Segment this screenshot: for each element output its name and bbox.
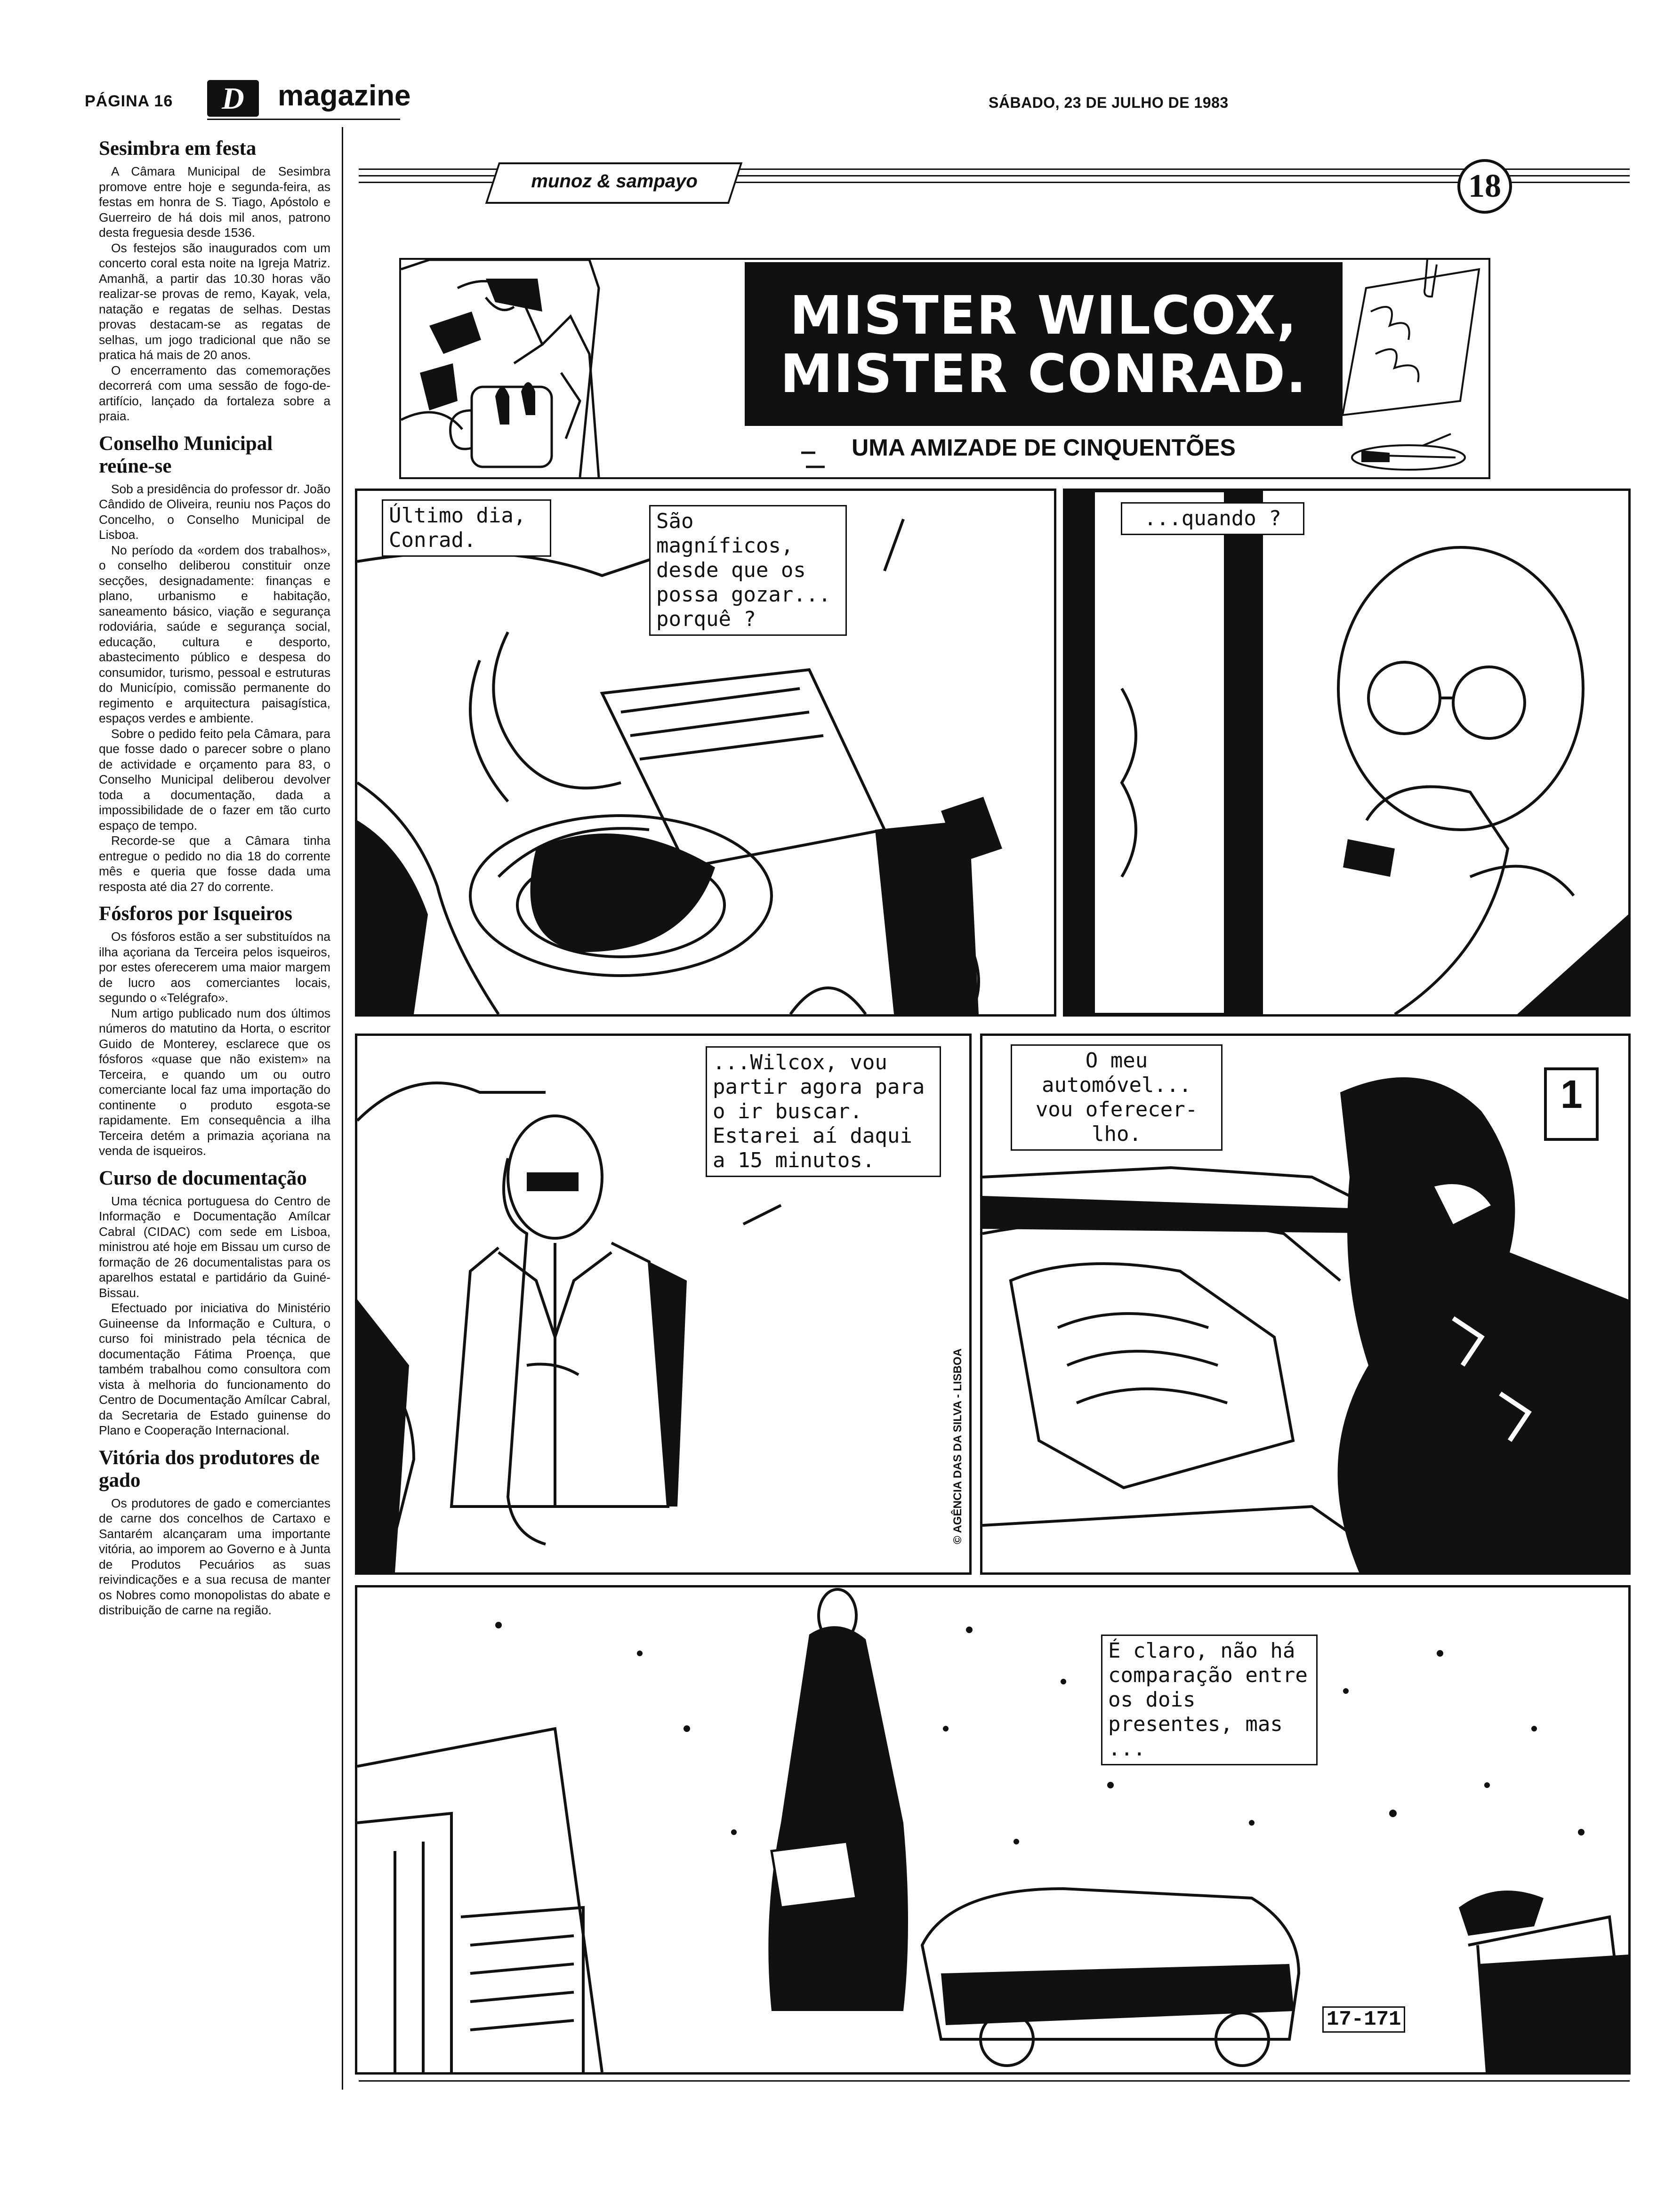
article-paragraph: Uma técnica portuguesa do Centro de Informação e Documentação Amílcar Cabral (CIDAC) com sede em Lisboa, ministrou até hoje em Bissau um curso de formação de 26 documentalistas para os aparelhos estatal e partidário da Guiné-Bissau. — [99, 1194, 330, 1300]
title-banner — [399, 258, 1490, 479]
speech-balloon: São magníficos, desde que os possa gozar... porquê ? — [649, 505, 847, 636]
article-title: Fósforos por Isqueiros — [99, 903, 292, 925]
article-paragraph: Efectuado por iniciativa do Ministério Guineense da Informação e Cultura, o curso foi ministrado pela técnica de documentação Fátima Proença, que também trabalhou como consultora com vista à melhoria do funcionamento do Centro de Documentação Amílcar Cabral, da Secretaria de Estado guinense do Plano e Cooperação Internacional. — [99, 1301, 330, 1437]
author-tag-label: munoz & sampayo — [531, 171, 698, 192]
speech-balloon: ...quando ? — [1121, 502, 1304, 535]
article-paragraph: A Câmara Municipal de Sesimbra promove entre hoje e segunda-feira, as festas em honra de S. Tiago, Apóstolo e Guerreiro de há dois mil anos, patrono desta freguesia desde 1536. — [99, 164, 330, 240]
article-title: Sesimbra em festa — [99, 137, 257, 160]
section-title: magazine — [278, 80, 411, 112]
article-paragraph: Num artigo publicado num dos últimos números do matutino da Horta, o escritor Guido de Monterey, esclarece que os fósforos «quase que não existem» na Terceira, e quando um ou outro comerciante local faz uma importação do continente o produto esgota-se rapidamente. Em consequência a ilha Terceira detém a primazia açoriana na venda de isqueiros. — [99, 1006, 330, 1158]
comic-panel-2 — [1063, 489, 1631, 1017]
speech-balloon: O meu automóvel... vou oferecer-lho. — [1011, 1044, 1223, 1151]
article-title: Conselho Municipal reúne-se — [99, 432, 273, 477]
street-sign-number: 1 — [1560, 1072, 1583, 1116]
panel-art — [1065, 491, 1628, 1014]
page-number: PÁGINA 16 — [85, 92, 173, 110]
licence-plate: 17-171 — [1322, 2006, 1405, 2033]
episode-number — [1457, 159, 1512, 214]
comic-panel-4 — [980, 1034, 1631, 1575]
panel-art — [357, 1587, 1628, 2072]
speech-balloon: Último dia, Conrad. — [382, 499, 551, 557]
strip-title — [745, 287, 1343, 403]
news-column — [99, 137, 330, 1618]
header-rule — [207, 119, 400, 120]
comic-panel-3 — [355, 1034, 972, 1575]
bottom-rule — [359, 2080, 1630, 2082]
copyright-credit: © AGÊNCIA DAS DA SILVA - LISBOA — [951, 1348, 964, 1544]
speech-balloon: É claro, não há comparação entre os dois presentes, mas ... — [1101, 1635, 1318, 1765]
article-title: Curso de documentação — [99, 1167, 307, 1189]
episode-number-label: 18 — [1468, 168, 1501, 204]
article-paragraph: Os produtores de gado e comerciantes de carne dos concelhos de Cartaxo e Santarém alcançaram uma importante vitória, ao imporem ao Governo e à Junta de Produtos Pecuários as suas reivindicações e a sua recusa de manter os Nobres como monopolistas do abate e distribuição de carne na região. — [99, 1496, 330, 1617]
comic-panel-1 — [355, 489, 1056, 1017]
article-paragraph: O encerramento das comemorações decorrerá com uma sessão de fogo-de-artifício, lançado da fortaleza sobre a praia. — [99, 363, 330, 423]
article-paragraph: Sob a presidência do professor dr. João Cândido de Oliveira, reuniu nos Paços do Concelho, o Conselho Municipal de Lisboa. — [99, 481, 330, 542]
issue-date: SÁBADO, 23 DE JULHO DE 1983 — [989, 94, 1229, 111]
newspaper-logo — [207, 80, 259, 117]
article-paragraph: Recorde-se que a Câmara tinha entregue o pedido no dia 18 do corrente mês e queria que fosse dada uma resposta até dia 27 do corrente. — [99, 834, 330, 894]
article-paragraph: Sobre o pedido feito pela Câmara, para que fosse dado o parecer sobre o plano de actividade e orçamento para 83, o Conselho Municipal deliberou devolver toda a documentação, dada a impossibilidade de o fazer em tão curto espaço de tempo. — [99, 726, 330, 833]
author-tag — [485, 162, 743, 204]
comic-panel-5 — [355, 1585, 1631, 2075]
column-divider — [342, 127, 343, 2090]
article-paragraph: No período da «ordem dos trabalhos», o conselho deliberou constituir onze secções, designadamente: finanças e plano, urbanismo e habitação, saneamento básico, viação e segurança rodoviária, saúde e segurança social, educação, cultura e desporto, abastecimento público e despesa do consumidor, turismo, pessoal e estruturas do Município, comissão permanente do regimento e arquitectura paisagística, espaços verdes e ambiente. — [99, 543, 330, 725]
strip-title-line-1: MISTER WILCOX, — [789, 285, 1298, 346]
speech-balloon: ...Wilcox, vou partir agora para o ir buscar. Estarei aí daqui a 15 minutos. — [706, 1046, 941, 1177]
article-paragraph: Os festejos são inaugurados com um concerto coral esta noite na Igreja Matriz. Amanhã, a partir das 10.30 horas vão realizar-se provas de remo, Kayak, vela, natação e regatas de selhas. Destas provas destacam-se as regatas de selhas, um jogo tradicional que não se pratica há mais de 20 anos. — [99, 240, 330, 362]
article-title: Vitória dos produtores de gado — [99, 1446, 320, 1491]
title-block — [745, 262, 1343, 426]
strip-subtitle: UMA AMIZADE DE CINQUENTÕES — [852, 434, 1236, 461]
strip-title-line-2: MISTER CONRAD. — [780, 344, 1307, 405]
logo-letter: D — [222, 81, 244, 116]
article-paragraph: Os fósforos estão a ser substituídos na ilha açoriana da Terceira pelos isqueiros, por estes oferecerem uma maior margem de lucro aos comerciantes locais, segundo o «Telégrafo». — [99, 930, 330, 1005]
